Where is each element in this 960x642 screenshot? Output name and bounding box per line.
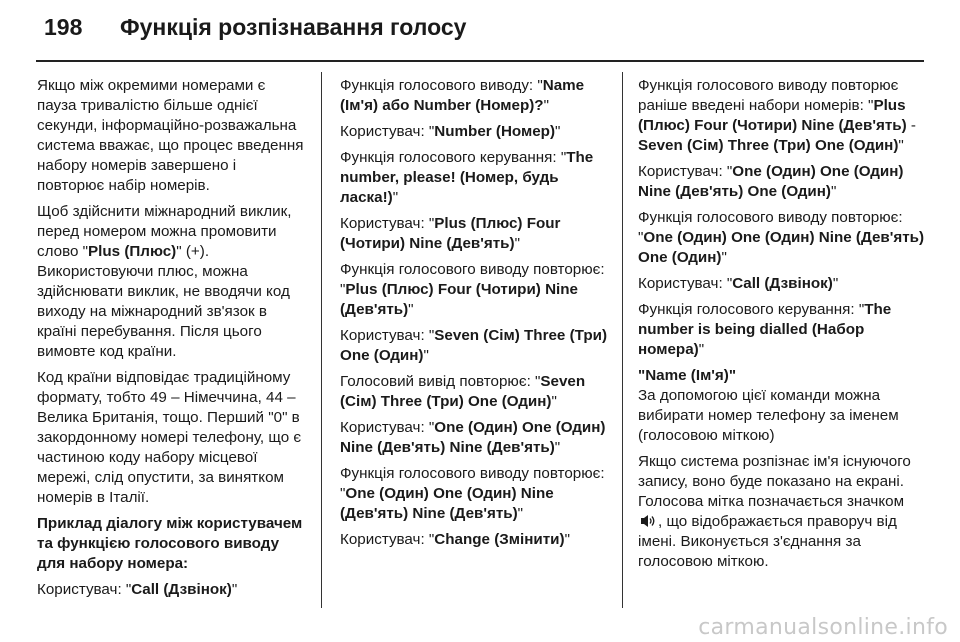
dialog-line: Користувач: "One (Один) One (Один) Nine (Дев'ять) Nine (Дев'ять)"	[340, 419, 606, 456]
dialog-line: Користувач: "Number (Номер)"	[340, 123, 561, 140]
page-title: Функція розпізнавання голосу	[120, 14, 467, 40]
name-command-heading: "Name (Ім'я)"	[638, 367, 737, 384]
column-3	[638, 76, 928, 578]
paragraph-international: Щоб здійснити міжнародний виклик, перед номером можна промовити слово "Plus (Плюс)" (+). Використовуючи плюс, можна здійснювати виклик, не вводячи код виходу на міжнародний зв'язок в країні перебування. Після цього вимовте код країни.	[37, 203, 292, 360]
dialog-line: Користувач: "Call (Дзвінок)"	[37, 581, 238, 598]
plus-term: Plus (Плюс)	[88, 243, 177, 260]
dialog-line: Функція голосового керування: "The number, please! (Номер, будь ласка!)"	[340, 149, 594, 206]
dialog-line: Користувач: "One (Один) One (Один) Nine (Дев'ять) One (Один)"	[638, 163, 904, 200]
column-divider-1	[321, 72, 322, 608]
paragraph-voice-tag: Якщо система розпізнає ім'я існуючого запису, воно буде показано на екрані. Голосова мітка позначається значком , що відображається праворуч від імені. Виконується з'єднання за голосовою міткою.	[638, 453, 911, 570]
paragraph-country-code: Код країни відповідає традиційному формату, тобто 49 – Німеччина, 44 – Велика Британія, тощо. Перший "0" в закордонному номері телефону, що є частиною коду набору місцевої мережі, слід опустити, за винятком номерів в Італії.	[37, 369, 302, 506]
speaker-voice-icon	[640, 514, 656, 528]
page-number: 198	[44, 14, 83, 40]
column-1	[37, 76, 307, 606]
dialog-line: Функція голосового виводу повторює: "One (Один) One (Один) Nine (Дев'ять) Nine (Дев'ять)"	[340, 465, 605, 522]
dialog-line: Функція голосового виводу повторює раніше введені набори номерів: "Plus (Плюс) Four (Чотири) Nine (Дев'ять) - Seven (Сім) Three (Три) One (Один)"	[638, 77, 916, 154]
dialog-line: Користувач: "Change (Змінити)"	[340, 531, 570, 548]
paragraph-pause: Якщо між окремими номерами є пауза тривалістю більше однієї секунди, інформаційно-розважальна система вважає, що процес введення набору номерів завершено і повторює набір номерів.	[37, 77, 304, 194]
paragraph-name-command: За допомогою цієї команди можна вибирати номер телефону за іменем (голосовою міткою)	[638, 387, 899, 444]
dialog-line: Функція голосового виводу повторює: "One (Один) One (Один) Nine (Дев'ять) One (Один)"	[638, 209, 925, 266]
dialog-line: Функція голосового виводу: "Name (Ім'я) або Number (Номер)?"	[340, 77, 585, 114]
dialog-line: Користувач: "Plus (Плюс) Four (Чотири) Nine (Дев'ять)"	[340, 215, 561, 252]
header-rule	[36, 60, 924, 62]
page-header	[44, 14, 466, 54]
dialog-line: Користувач: "Seven (Сім) Three (Три) One (Один)"	[340, 327, 608, 364]
dialog-line: Функція голосового керування: "The number is being dialled (Набор номера)"	[638, 301, 892, 358]
column-divider-2	[622, 72, 623, 608]
dialog-line: Функція голосового виводу повторює: "Plus (Плюс) Four (Чотири) Nine (Дев'ять)"	[340, 261, 605, 318]
column-2	[340, 76, 612, 556]
dialog-line: Користувач: "Call (Дзвінок)"	[638, 275, 839, 292]
watermark: carmanualsonline.info	[698, 615, 948, 640]
dialog-example-heading: Приклад діалогу між користувачем та функцією голосового виводу для набору номера:	[37, 515, 303, 572]
dialog-line: Голосовий вивід повторює: "Seven (Сім) Three (Три) One (Один)"	[340, 373, 586, 410]
